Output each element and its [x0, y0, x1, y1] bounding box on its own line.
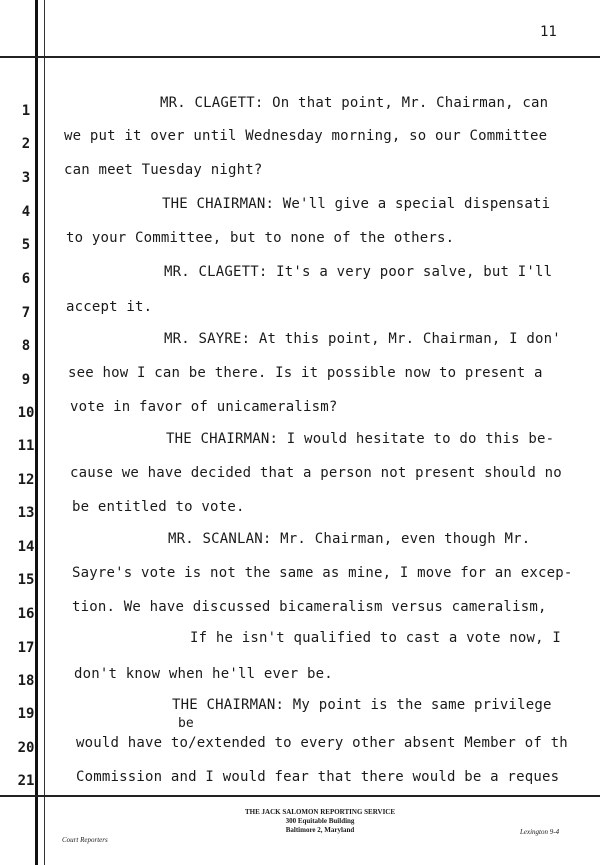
transcript-line: we put it over until Wednesday morning, so our Committee: [64, 128, 548, 144]
transcript-line: be entitled to vote.: [72, 499, 245, 515]
footer-address-line-1: 300 Equitable Building: [285, 817, 355, 825]
line-number: 14: [17, 539, 35, 555]
footer-address-line-2: Baltimore 2, Maryland: [285, 826, 355, 834]
transcript-line: don't know when he'll ever be.: [74, 666, 333, 682]
transcript-line: can meet Tuesday night?: [64, 162, 263, 178]
transcript-line: tion. We have discussed bicameralism versus cameralism,: [72, 599, 547, 615]
line-number: 7: [21, 305, 31, 321]
line-number: 11: [17, 438, 35, 454]
footer-company: THE JACK SALOMON REPORTING SERVICE: [244, 808, 396, 816]
transcript-line: THE CHAIRMAN: My point is the same privilege: [172, 697, 552, 713]
left-margin-rule-inner: [44, 0, 45, 865]
footer-court-reporters: Court Reporters: [62, 836, 108, 844]
handwritten-insert: be: [178, 716, 194, 731]
line-number: 19: [17, 706, 35, 722]
transcript-line: MR. CLAGETT: It's a very poor salve, but I'll: [164, 264, 553, 280]
line-number: 18: [17, 673, 35, 689]
footer-phone: Lexington 9-4: [520, 828, 560, 836]
line-number: 21: [17, 773, 35, 789]
transcript-line: MR. CLAGETT: On that point, Mr. Chairman, can: [160, 95, 549, 111]
line-number: 20: [17, 740, 35, 756]
transcript-line: If he isn't qualified to cast a vote now, I: [190, 630, 562, 646]
transcript-line: THE CHAIRMAN: We'll give a special dispensati: [162, 196, 551, 212]
transcript-line: cause we have decided that a person not present should no: [70, 465, 562, 481]
transcript-line: accept it.: [66, 299, 153, 315]
line-number: 13: [17, 505, 35, 521]
line-number: 2: [21, 136, 31, 152]
line-number: 8: [21, 338, 31, 354]
transcript-line: MR. SCANLAN: Mr. Chairman, even though Mr.: [168, 531, 531, 547]
transcript-line: to your Committee, but to none of the others.: [66, 230, 455, 246]
footer-rule: [0, 795, 600, 797]
line-number: 4: [21, 204, 31, 220]
line-number: 6: [21, 271, 31, 287]
transcript-line: MR. SAYRE: At this point, Mr. Chairman, I don': [164, 331, 561, 347]
line-number: 9: [21, 372, 31, 388]
line-number: 1: [21, 103, 31, 119]
transcript-line: Commission and I would fear that there would be a reques: [76, 769, 560, 785]
footer-reporting-service: [200, 808, 440, 835]
line-number: 10: [17, 405, 35, 421]
page-number: 11: [540, 24, 557, 40]
line-number: 5: [21, 237, 31, 253]
transcript-line: Sayre's vote is not the same as mine, I move for an excep-: [72, 565, 573, 581]
transcript-line: would have to/extended to every other absent Member of th: [76, 735, 568, 751]
left-margin-rule: [35, 0, 38, 865]
line-number: 16: [17, 606, 35, 622]
transcript-line: THE CHAIRMAN: I would hesitate to do this be-: [166, 431, 555, 447]
line-number: 3: [21, 170, 31, 186]
line-number: 12: [17, 472, 35, 488]
header-rule: [0, 56, 600, 58]
transcript-line: vote in favor of unicameralism?: [70, 399, 338, 415]
line-number: 17: [17, 640, 35, 656]
line-number: 15: [17, 572, 35, 588]
transcript-line: see how I can be there. Is it possible now to present a: [68, 365, 543, 381]
